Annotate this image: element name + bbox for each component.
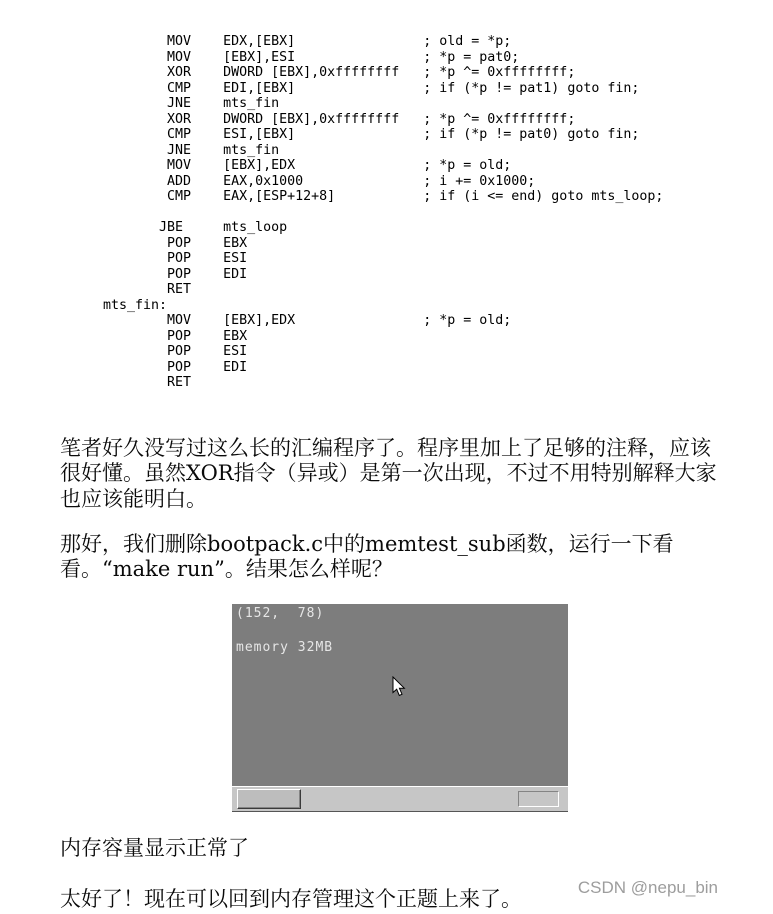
mouse-cursor-icon bbox=[392, 676, 407, 698]
code-line: POP ESI bbox=[103, 344, 248, 359]
code-line: MOV [EBX],EDX ; *p = old; bbox=[103, 158, 512, 173]
code-line: ADD EAX,0x1000 ; i += 0x1000; bbox=[103, 173, 536, 189]
taskbar-button bbox=[237, 789, 301, 809]
paragraph-instructions bbox=[60, 532, 720, 583]
paragraph-line: 很好懂。虽然XOR指令（异或）是第一次出现，不过不用特别解释大家 bbox=[60, 461, 717, 486]
code-line: MOV EDX,[EBX] ; old = *p; bbox=[103, 34, 512, 49]
taskbar bbox=[232, 786, 568, 811]
code-line: MOV [EBX],ESI ; *p = pat0; bbox=[103, 49, 520, 65]
paragraph-line: 那好，我们删除bootpack.c中的memtest_sub函数，运行一下看 bbox=[60, 532, 674, 556]
paragraph-line: 笔者好久没写过这么长的汇编程序了。程序里加上了足够的注释，应该 bbox=[60, 436, 711, 460]
qemu-screenshot bbox=[232, 604, 568, 811]
paragraph-result: 内存容量显示正常了 bbox=[60, 836, 249, 860]
code-line: POP ESI bbox=[103, 251, 248, 266]
mouse-coordinates-text: (152, 78) bbox=[236, 606, 325, 621]
code-line: RET bbox=[103, 375, 192, 390]
code-line: MOV [EBX],EDX ; *p = old; bbox=[103, 313, 512, 328]
watermark: CSDN @nepu_bin bbox=[577, 878, 718, 897]
code-line: mts_fin: bbox=[103, 297, 168, 313]
paragraph-line: 也应该能明白。 bbox=[60, 486, 207, 511]
paragraph-line: 看。“make run”。结果怎么样呢？ bbox=[60, 557, 393, 582]
taskbar-right-box bbox=[518, 791, 559, 807]
code-line: JNE mts_fin bbox=[103, 96, 280, 111]
code-line: POP EBX bbox=[103, 328, 248, 344]
code-line: CMP EDI,[EBX] ; if (*p != pat1) goto fin; bbox=[103, 80, 640, 96]
code-line: CMP EAX,[ESP+12+8] ; if (i <= end) goto mts_loop; bbox=[103, 189, 664, 204]
code-line: JBE mts_loop bbox=[103, 220, 288, 235]
code-line: XOR DWORD [EBX],0xffffffff ; *p ^= 0xffffffff; bbox=[103, 65, 576, 80]
memory-size-text: memory 32MB bbox=[236, 640, 334, 655]
code-line: CMP ESI,[EBX] ; if (*p != pat0) goto fin; bbox=[103, 127, 640, 142]
code-line: POP EBX bbox=[103, 235, 248, 251]
paragraph-conclusion: 太好了！现在可以回到内存管理这个正题上来了。 bbox=[60, 887, 522, 911]
code-line: POP EDI bbox=[103, 359, 248, 375]
code-line: JNE mts_fin bbox=[103, 142, 280, 158]
paragraph-commentary bbox=[60, 436, 720, 512]
code-line: XOR DWORD [EBX],0xffffffff ; *p ^= 0xffffffff; bbox=[103, 111, 576, 127]
code-line: POP EDI bbox=[103, 266, 248, 282]
assembly-code-listing bbox=[103, 34, 663, 391]
code-line bbox=[103, 205, 663, 221]
code-line: RET bbox=[103, 282, 192, 297]
